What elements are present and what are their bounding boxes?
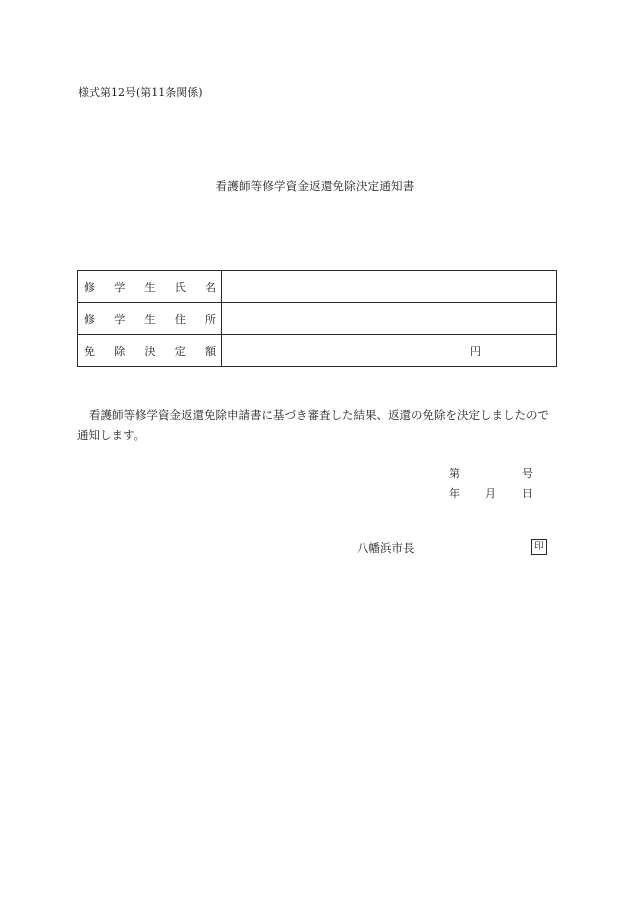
label-char: 修 bbox=[84, 280, 95, 294]
address-label-cell bbox=[78, 303, 222, 335]
issuer-name: 八幡浜市長 bbox=[357, 541, 415, 555]
date-month: 月 bbox=[485, 487, 496, 500]
table-row-exemption-amount bbox=[78, 335, 557, 367]
label-char: 額 bbox=[205, 344, 216, 358]
doc-number-suffix: 号 bbox=[522, 467, 533, 480]
date-day: 日 bbox=[522, 487, 533, 500]
amount-label bbox=[78, 343, 221, 359]
address-label bbox=[78, 311, 221, 327]
document-title: 看護師等修学資金返還免除決定通知書 bbox=[215, 179, 415, 193]
name-label-cell bbox=[78, 271, 222, 303]
label-char: 生 bbox=[144, 280, 156, 294]
label-char: 名 bbox=[205, 280, 216, 294]
label-char: 学 bbox=[114, 280, 126, 294]
date-year: 年 bbox=[449, 487, 460, 500]
label-char: 住 bbox=[174, 312, 186, 326]
seal-mark: 印 bbox=[531, 539, 547, 555]
doc-number-prefix: 第 bbox=[449, 467, 460, 480]
label-char: 氏 bbox=[174, 280, 186, 294]
label-char: 学 bbox=[114, 312, 126, 326]
label-char: 決 bbox=[144, 344, 156, 358]
table-row-name bbox=[78, 271, 557, 303]
yen-unit: 円 bbox=[470, 345, 481, 358]
label-char: 除 bbox=[114, 344, 126, 358]
amount-label-cell bbox=[78, 335, 222, 367]
table-row-address bbox=[78, 303, 557, 335]
notice-body-text: 看護師等修学資金返還免除申請書に基づき審査した結果、返還の免除を決定しましたので通知します。 bbox=[77, 408, 549, 442]
name-value-cell bbox=[222, 271, 557, 303]
amount-value-cell bbox=[222, 335, 557, 367]
label-char: 定 bbox=[174, 344, 186, 358]
label-char: 免 bbox=[84, 344, 95, 358]
form-number: 様式第12号(第11条関係) bbox=[78, 86, 203, 99]
address-value-cell bbox=[222, 303, 557, 335]
label-char: 生 bbox=[144, 312, 156, 326]
student-info-table bbox=[77, 270, 557, 367]
label-char: 所 bbox=[205, 312, 216, 326]
name-label bbox=[78, 279, 221, 295]
label-char: 修 bbox=[84, 312, 95, 326]
